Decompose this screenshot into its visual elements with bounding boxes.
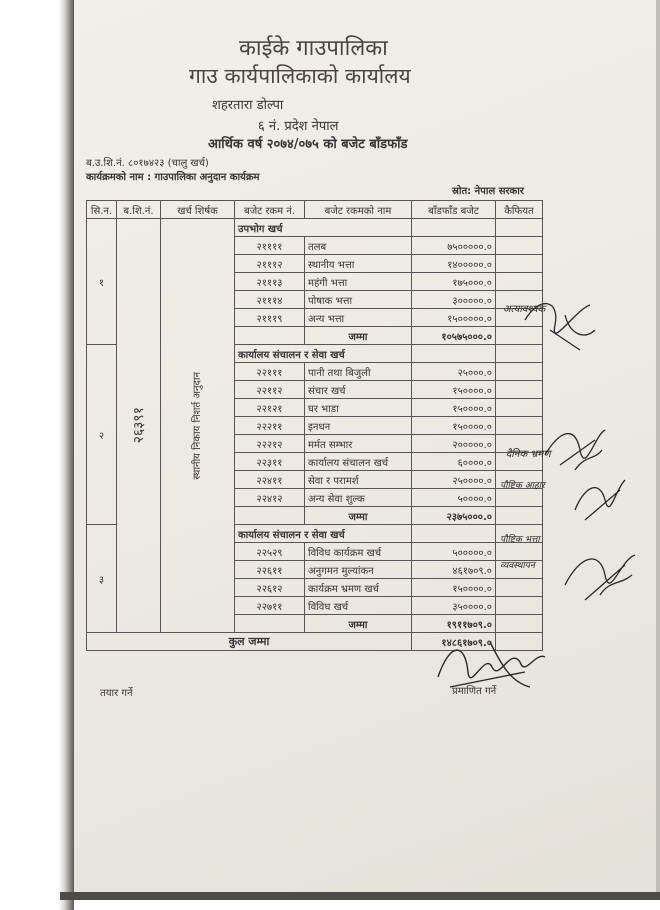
section-title: कार्यालय संचालन र सेवा खर्च	[235, 345, 412, 363]
amount-cell: १५०००००.०	[412, 309, 496, 327]
budget-head-code: २६३९१	[131, 407, 147, 444]
budget-title: आर्थिक वर्ष २०७४/०७५ को बजेट बाँडफाँड	[208, 137, 408, 152]
budget-name-cell: महंगी भत्ता	[305, 273, 412, 291]
budget-name-cell: कार्यालय संचालन खर्च	[305, 453, 412, 471]
handwritten-remark: पौष्टिक आहार	[500, 481, 545, 491]
amount-cell: ४६१७०९.०	[412, 561, 496, 579]
grand-total-amount: १४८६१७०९.०	[412, 633, 496, 651]
budget-name-cell: विविध कार्यक्रम खर्च	[305, 543, 412, 561]
amount-cell: ५००००.०	[412, 489, 496, 507]
serial-number: ३	[87, 525, 117, 633]
expense-heading-cell	[161, 219, 235, 633]
budget-code-cell: २१११९	[235, 309, 305, 327]
budget-name-cell: कार्यक्रम भ्रमण खर्च	[305, 579, 412, 597]
budget-code-cell: २२११२	[235, 381, 305, 399]
budget-code: ब.उ.शि.नं. ८०१७४२३ (चालु खर्च)	[86, 158, 209, 169]
subtotal-amount: १०५७५०००.०	[412, 327, 496, 345]
header-budget-code: बजेट रकम नं.	[235, 201, 305, 219]
budget-name-cell: अन्य सेवा शुल्क	[305, 489, 412, 507]
budget-name-cell: इनधन	[305, 417, 412, 435]
approved-by-label: प्रमाणित गर्ने	[452, 686, 497, 697]
amount-cell: ७५०००००.०	[412, 237, 496, 255]
scan-right-edge	[656, 0, 660, 900]
subtotal-label: जम्मा	[305, 615, 412, 633]
amount-cell: २०००००.०	[412, 435, 496, 453]
signature-scribble	[560, 540, 640, 610]
budget-name-cell: तलब	[305, 237, 412, 255]
amount-cell: ६००००.०	[412, 453, 496, 471]
amount-cell: ५०००००.०	[412, 543, 496, 561]
budget-code-cell: २२६१२	[235, 579, 305, 597]
budget-code-cell: २२१२१	[235, 399, 305, 417]
budget-name-cell: घर भाडा	[305, 399, 412, 417]
handwritten-remark: अत्यावश्यक	[503, 304, 546, 315]
subtotal-label: जम्मा	[305, 507, 412, 525]
header-expense-heading: खर्च शिर्षक	[161, 201, 235, 219]
header-allocated-budget: बाँडफाँड बजेट	[412, 201, 496, 219]
budget-code-cell: २२२११	[235, 417, 305, 435]
signature-scribble	[520, 290, 600, 360]
grand-total-label: कुल जम्मा	[87, 633, 412, 651]
budget-code-cell: २२४१२	[235, 489, 305, 507]
municipality-title: काईके गाउपालिका	[239, 36, 388, 61]
budget-code-cell: २२५२९	[235, 543, 305, 561]
handwritten-remark: व्यवस्थापन	[500, 561, 535, 571]
budget-code-cell: २२४११	[235, 471, 305, 489]
serial-number: २	[87, 345, 117, 525]
header-remarks: कैफियत	[496, 201, 543, 219]
budget-code-cell: २१११३	[235, 273, 305, 291]
header-sn: सि.न.	[87, 201, 117, 219]
subtotal-label: जम्मा	[305, 327, 412, 345]
budget-name-cell: अन्य भत्ता	[305, 309, 412, 327]
section-title: उपभोग खर्च	[235, 219, 412, 237]
amount-cell: १७५०००.०	[412, 273, 496, 291]
header-budget-name: बजेट रकमको नाम	[305, 201, 412, 219]
budget-code-cell: २२३११	[235, 453, 305, 471]
amount-cell: २५००००.०	[412, 471, 496, 489]
section-header-row	[87, 219, 543, 237]
expense-heading: स्थानीय निकाय निशर्त अनुदान	[191, 371, 203, 480]
budget-table	[86, 200, 546, 651]
handwritten-remark: पौष्टिक भत्ता	[500, 535, 540, 545]
province-line: ६ नं. प्रदेश नेपाल	[258, 119, 339, 134]
program-name: कार्यक्रमको नाम : गाउपालिका अनुदान कार्यक्रम	[86, 172, 260, 183]
budget-code-cell: २२७११	[235, 597, 305, 615]
handwritten-remark: दैनिक भ्रमण	[506, 449, 551, 460]
location-line: शहरतारा डोल्पा	[212, 98, 284, 113]
amount-cell: १४०००००.०	[412, 255, 496, 273]
amount-cell: ३०००००.०	[412, 291, 496, 309]
budget-name-cell: मर्मत सम्भार	[305, 435, 412, 453]
amount-cell: १५००००.०	[412, 399, 496, 417]
budget-code-cell: २२६११	[235, 561, 305, 579]
amount-cell: १५००००.०	[412, 579, 496, 597]
header-budget-head: ब.शि.नं.	[117, 201, 161, 219]
budget-name-cell: अनुगमन मुल्यांकन	[305, 561, 412, 579]
office-title: गाउ कार्यपालिकाको कार्यालय	[189, 64, 411, 88]
scan-bottom-edge	[60, 892, 660, 900]
budget-name-cell: स्थानीय भत्ता	[305, 255, 412, 273]
table-header-row	[87, 201, 543, 219]
budget-code-cell: २११११	[235, 237, 305, 255]
amount-cell: ३५००००.०	[412, 597, 496, 615]
signature-scribble	[570, 470, 630, 530]
budget-name-cell: सेवा र परामर्श	[305, 471, 412, 489]
budget-code-cell: २१११२	[235, 255, 305, 273]
amount-cell: २५०००.०	[412, 363, 496, 381]
subtotal-amount: १९११७०९.०	[412, 615, 496, 633]
scan-left-margin	[0, 0, 74, 910]
budget-code-cell: २१११४	[235, 291, 305, 309]
budget-code-cell: २२१११	[235, 363, 305, 381]
serial-number: १	[87, 219, 117, 345]
section-title: कार्यालय संचालन र सेवा खर्च	[235, 525, 412, 543]
budget-source: स्रोत: नेपाल सरकार	[452, 186, 524, 197]
subtotal-amount: २३७५०००.०	[412, 507, 496, 525]
budget-name-cell: संचार खर्च	[305, 381, 412, 399]
prepared-by-label: तयार गर्ने	[100, 688, 133, 699]
amount-cell: १५००००.०	[412, 381, 496, 399]
budget-name-cell: पोषाक भत्ता	[305, 291, 412, 309]
budget-head-cell	[117, 219, 161, 633]
budget-name-cell: पानी तथा बिजुली	[305, 363, 412, 381]
budget-name-cell: विविध खर्च	[305, 597, 412, 615]
budget-code-cell: २२२१२	[235, 435, 305, 453]
amount-cell: १५००००.०	[412, 417, 496, 435]
